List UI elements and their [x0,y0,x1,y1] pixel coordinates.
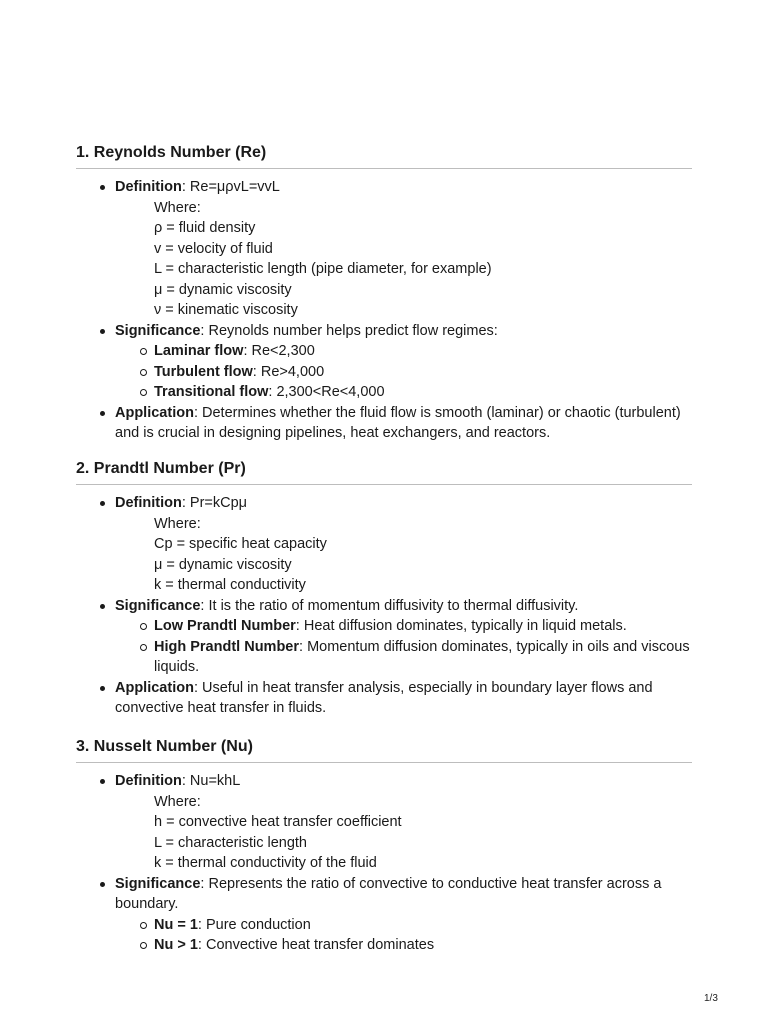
sub-item-text: : 2,300<Re<4,000 [268,384,385,400]
sub-item-text: : Momentum diffusion dominates, typically in oils and viscous liquids. [154,638,690,675]
where-label: Where: [154,793,201,810]
definition-text: : Pr=kCpμ [181,495,248,511]
definition-text: : Nu=khL [181,773,241,789]
list-item-application [76,678,692,719]
section-reynolds [76,143,692,444]
sub-item-label: Nu > 1 [154,937,198,953]
sub-item-text: : Heat diffusion dominates, typically in liquid metals. [295,618,627,634]
definition-text: : Re=μρvL=vvL [181,179,280,195]
variable-line: L = characteristic length (pipe diameter, for example) [154,261,492,277]
sub-list-item [115,341,692,362]
list-item-definition [76,493,692,596]
sub-item-text: : Convective heat transfer dominates [197,937,435,953]
section-heading: 1. Reynolds Number (Re) [76,143,692,169]
sub-list-item [115,382,692,403]
variable-line: k = thermal conductivity [154,577,306,593]
section-heading: 3. Nusselt Number (Nu) [76,737,692,763]
sub-list-item [115,935,692,956]
sub-item-text: : Re<2,300 [243,343,315,359]
significance-text: : It is the ratio of momentum diffusivity to thermal diffusivity. [200,597,579,614]
list-item-significance [76,874,692,956]
variable-line: v = velocity of fluid [154,240,273,257]
list-item-application [76,403,692,444]
variable-line: L = characteristic length [154,834,308,851]
variable-line: Cp = specific heat capacity [154,536,327,552]
page-number: 1/3 [704,993,718,1004]
sub-item-label: Nu = 1 [154,916,198,933]
where-label: Where: [154,515,201,532]
section-heading: 2. Prandtl Number (Pr) [76,459,692,485]
sub-item-text: : Re>4,000 [252,363,325,380]
variable-block [115,198,692,321]
definition-label: Definition [115,495,182,511]
bullet-list [76,177,692,444]
sub-list-item [115,362,692,383]
variable-block [115,792,692,874]
sub-list-item [115,915,692,936]
application-text: : Determines whether the fluid flow is smooth (laminar) or chaotic (turbulent) and is crucial in designing pipelines, heat exchangers, and reactors. [115,404,681,441]
section-nusselt [76,737,692,956]
definition-label: Definition [115,179,182,195]
variable-line: h = convective heat transfer coefficient [154,814,402,830]
significance-text: : Represents the ratio of convective to conductive heat transfer across a boundary. [115,875,662,912]
list-item-definition [76,177,692,321]
application-label: Application [115,404,194,421]
definition-label: Definition [115,773,182,789]
sub-list-item [115,637,692,678]
application-label: Application [115,679,194,696]
sub-item-text: : Pure conduction [197,916,311,933]
sub-item-label: Transitional flow [154,384,269,400]
application-text: : Useful in heat transfer analysis, especially in boundary layer flows and convective heat transfer in fluids. [115,679,653,716]
sub-list [115,915,692,956]
sub-list [115,341,692,403]
significance-text: : Reynolds number helps predict flow regimes: [200,322,498,339]
variable-block [115,514,692,596]
variable-line: ν = kinematic viscosity [154,302,298,318]
section-prandtl [76,459,692,719]
significance-label: Significance [115,322,201,339]
sub-item-label: High Prandtl Number [154,638,300,655]
variable-line: μ = dynamic viscosity [154,556,292,573]
sub-list-item [115,616,692,637]
sub-item-label: Low Prandtl Number [154,618,296,634]
variable-line: μ = dynamic viscosity [154,281,292,298]
list-item-significance [76,596,692,678]
significance-label: Significance [115,597,201,614]
bullet-list [76,771,692,956]
sub-item-label: Turbulent flow [154,363,253,380]
variable-line: ρ = fluid density [154,220,256,236]
sub-item-label: Laminar flow [154,343,244,359]
where-label: Where: [154,199,201,216]
list-item-definition [76,771,692,874]
list-item-significance [76,321,692,403]
sub-list [115,616,692,678]
bullet-list [76,493,692,719]
variable-line: k = thermal conductivity of the fluid [154,855,377,871]
significance-label: Significance [115,875,201,892]
